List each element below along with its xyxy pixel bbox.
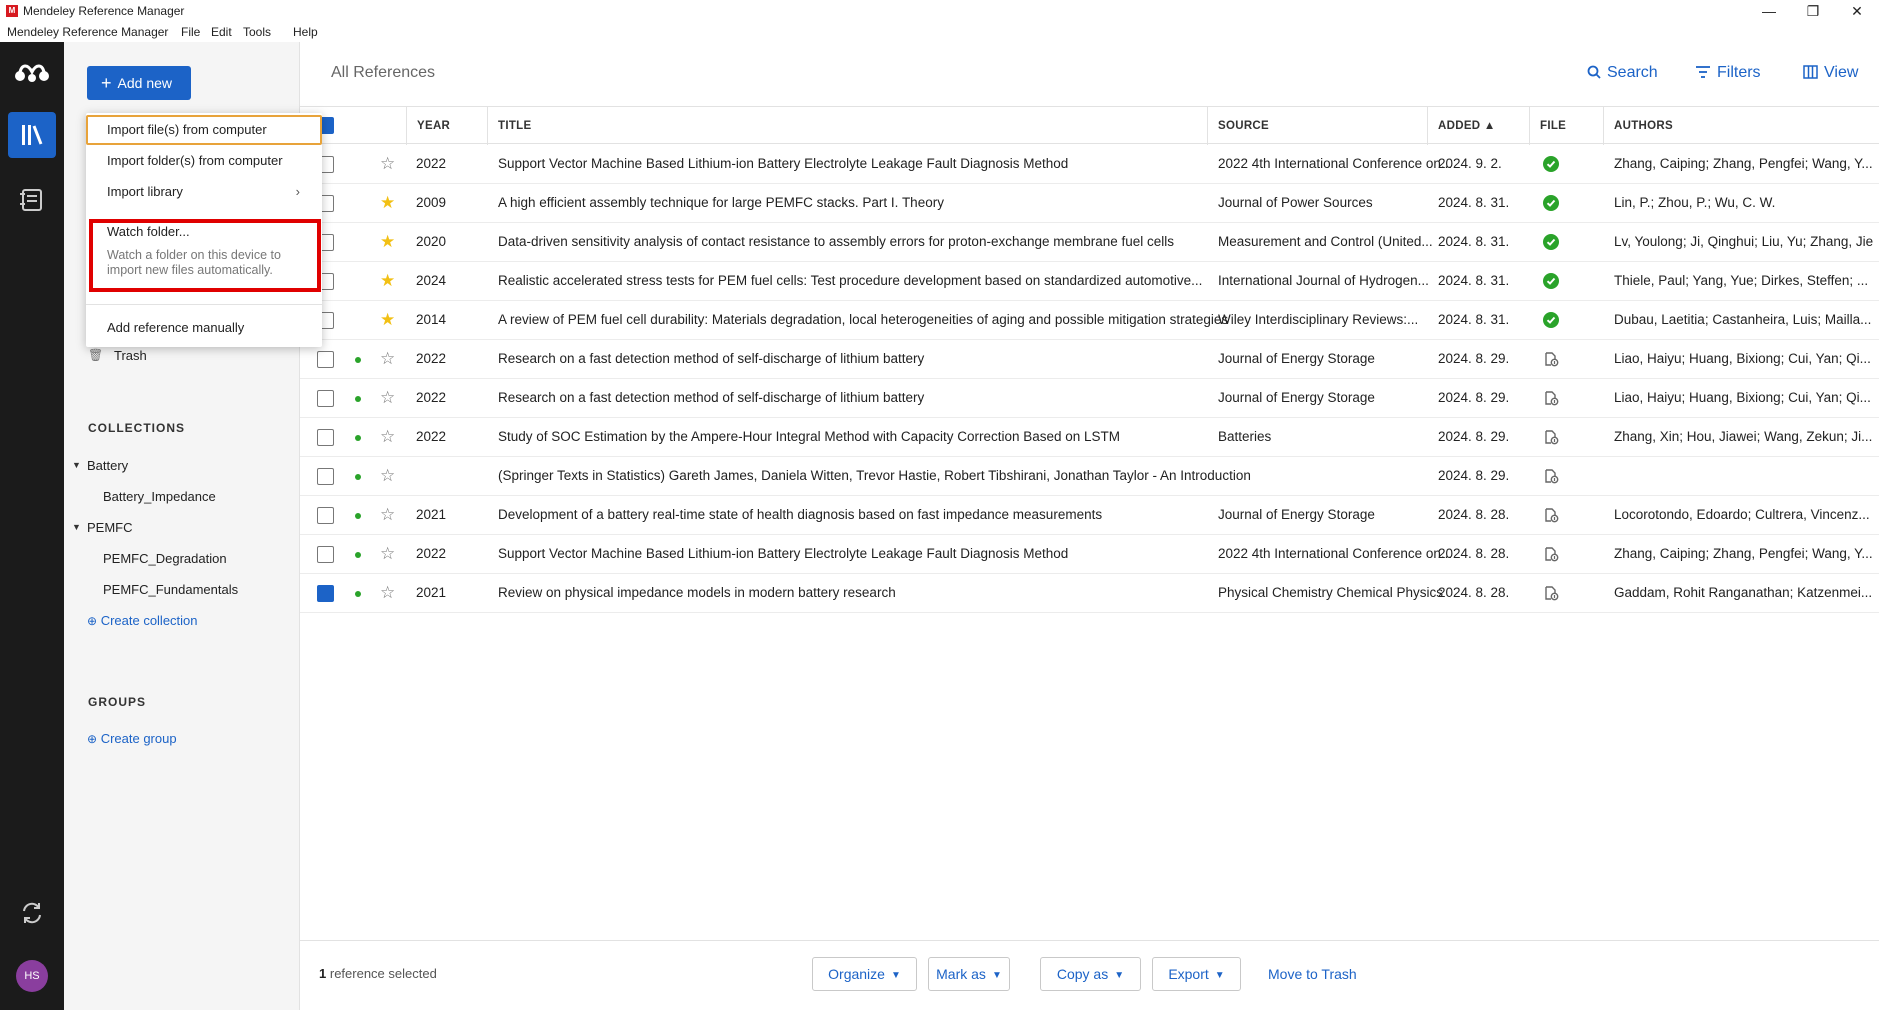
menu-item-import-library[interactable] bbox=[86, 177, 322, 207]
row-checkbox[interactable] bbox=[317, 390, 334, 407]
cell-added: 2024. 8. 29. bbox=[1438, 351, 1510, 366]
star-icon[interactable]: ★ bbox=[380, 271, 396, 290]
star-icon[interactable]: ☆ bbox=[380, 544, 396, 563]
file-attached-icon[interactable] bbox=[1543, 195, 1559, 211]
file-download-icon[interactable] bbox=[1543, 429, 1559, 445]
unread-dot-icon bbox=[355, 357, 361, 363]
cell-year: 2014 bbox=[416, 312, 447, 327]
menu-item-watch-folder[interactable]: Watch folder... bbox=[107, 224, 190, 239]
collection-pemfc-fundamentals[interactable]: PEMFC_Fundamentals bbox=[103, 582, 239, 597]
unread-dot-icon bbox=[355, 474, 361, 480]
row-checkbox[interactable] bbox=[317, 468, 334, 485]
view-button[interactable] bbox=[1803, 64, 1858, 82]
cell-authors: Lv, Youlong; Ji, Qinghui; Liu, Yu; Zhang, Jie bbox=[1614, 234, 1874, 249]
left-rail bbox=[0, 42, 64, 1010]
row-checkbox[interactable] bbox=[317, 429, 334, 446]
table-row[interactable] bbox=[300, 184, 1879, 223]
notebook-icon[interactable] bbox=[16, 184, 48, 216]
file-download-icon[interactable] bbox=[1543, 390, 1559, 406]
create-collection-link[interactable] bbox=[87, 613, 198, 628]
menu-help[interactable]: Help bbox=[293, 25, 318, 39]
mark-as-label: Mark as bbox=[936, 966, 986, 982]
cell-added: 2024. 8. 28. bbox=[1438, 546, 1510, 561]
cell-year: 2022 bbox=[416, 429, 447, 444]
cell-source: Physical Chemistry Chemical Physics bbox=[1218, 585, 1444, 600]
cell-added: 2024. 8. 29. bbox=[1438, 429, 1510, 444]
table-row[interactable] bbox=[300, 301, 1879, 340]
menu-item-import-folders[interactable]: Import folder(s) from computer bbox=[107, 153, 283, 168]
file-download-icon[interactable] bbox=[1543, 507, 1559, 523]
collection-pemfc[interactable]: PEMFC bbox=[87, 520, 133, 535]
cell-added: 2024. 8. 29. bbox=[1438, 468, 1510, 483]
file-download-icon[interactable] bbox=[1543, 546, 1559, 562]
star-icon[interactable]: ☆ bbox=[380, 505, 396, 524]
star-icon[interactable]: ☆ bbox=[380, 349, 396, 368]
row-checkbox[interactable] bbox=[317, 507, 334, 524]
cell-source: Wiley Interdisciplinary Reviews:... bbox=[1218, 312, 1419, 327]
cell-authors: Locorotondo, Edoardo; Cultrera, Vincenz... bbox=[1614, 507, 1870, 522]
file-download-icon[interactable] bbox=[1543, 351, 1559, 367]
star-icon[interactable]: ☆ bbox=[380, 388, 396, 407]
cell-title: Study of SOC Estimation by the Ampere-Hour Integral Method with Capacity Correction Based on LSTM bbox=[498, 429, 1121, 444]
chevron-down-icon: ▼ bbox=[890, 970, 901, 981]
unread-dot-icon bbox=[355, 435, 361, 441]
cell-authors: Dubau, Laetitia; Castanheira, Luis; Mailla... bbox=[1614, 312, 1872, 327]
selection-count-label: reference selected bbox=[329, 966, 437, 981]
cell-authors: Liao, Haiyu; Huang, Bixiong; Cui, Yan; Qi... bbox=[1614, 390, 1871, 405]
table-row[interactable] bbox=[300, 145, 1879, 184]
cell-title: Realistic accelerated stress tests for PEM fuel cells: Test procedure development based on standardized automotive... bbox=[498, 273, 1203, 288]
chevron-down-icon: ▼ bbox=[991, 970, 1002, 981]
table-header bbox=[300, 106, 1879, 144]
collections-heading: COLLECTIONS bbox=[88, 421, 185, 435]
cell-title: Support Vector Machine Based Lithium-ion Battery Electrolyte Leakage Fault Diagnosis Method bbox=[498, 546, 1069, 561]
caret-down-icon[interactable]: ▼ bbox=[72, 522, 81, 532]
menu-divider bbox=[86, 304, 322, 305]
cell-added: 2024. 8. 28. bbox=[1438, 585, 1510, 600]
unread-dot-icon bbox=[355, 552, 361, 558]
cell-added: 2024. 9. 2. bbox=[1438, 156, 1502, 171]
restore-button[interactable]: ❐ bbox=[1806, 3, 1820, 19]
cell-authors bbox=[1614, 457, 1879, 495]
cell-authors: Zhang, Xin; Hou, Jiawei; Wang, Zekun; Ji... bbox=[1614, 429, 1873, 444]
cell-added: 2024. 8. 31. bbox=[1438, 273, 1510, 288]
star-icon[interactable]: ★ bbox=[380, 310, 396, 329]
col-title[interactable]: TITLE bbox=[487, 107, 531, 145]
cell-authors: Zhang, Caiping; Zhang, Pengfei; Wang, Y... bbox=[1614, 546, 1873, 561]
table-row[interactable] bbox=[300, 379, 1879, 418]
import-library-label: Import library bbox=[107, 184, 183, 199]
app-logo-icon: M bbox=[6, 5, 18, 17]
cell-authors: Gaddam, Rohit Ranganathan; Katzenmei... bbox=[1614, 585, 1873, 600]
filter-icon bbox=[1695, 65, 1711, 79]
cell-title: Review on physical impedance models in modern battery research bbox=[498, 585, 896, 600]
move-to-trash-button[interactable]: Move to Trash bbox=[1268, 966, 1357, 982]
main-panel bbox=[300, 42, 1879, 1010]
organize-label: Organize bbox=[828, 966, 885, 982]
mendeley-logo-icon[interactable] bbox=[12, 58, 52, 86]
sync-icon[interactable] bbox=[16, 897, 48, 929]
star-icon[interactable]: ☆ bbox=[380, 466, 396, 485]
cell-year bbox=[416, 457, 476, 495]
unread-dot-icon bbox=[355, 396, 361, 402]
organize-button[interactable] bbox=[812, 957, 917, 991]
cell-source: Journal of Energy Storage bbox=[1218, 351, 1375, 366]
cell-source: Measurement and Control (United... bbox=[1218, 234, 1433, 249]
cell-added: 2024. 8. 31. bbox=[1438, 312, 1510, 327]
add-new-label: Add new bbox=[117, 75, 172, 91]
export-button[interactable] bbox=[1152, 957, 1241, 991]
file-attached-icon[interactable] bbox=[1543, 156, 1559, 172]
cell-authors: Liao, Haiyu; Huang, Bixiong; Cui, Yan; Qi... bbox=[1614, 351, 1871, 366]
col-added[interactable]: ADDED ▲ bbox=[1427, 107, 1496, 145]
star-icon[interactable]: ☆ bbox=[380, 583, 396, 602]
page-title: All References bbox=[331, 64, 436, 81]
sidebar-item-trash[interactable]: Trash bbox=[114, 348, 147, 363]
cell-authors: Lin, P.; Zhou, P.; Wu, C. W. bbox=[1614, 195, 1776, 210]
trash-icon: 🗑 bbox=[88, 348, 104, 362]
table-row[interactable] bbox=[300, 535, 1879, 574]
cell-title: A high efficient assembly technique for large PEMFC stacks. Part I. Theory bbox=[498, 195, 944, 210]
table-row[interactable] bbox=[300, 262, 1879, 301]
plus-icon: + bbox=[101, 73, 112, 93]
avatar[interactable]: HS bbox=[16, 960, 48, 992]
cell-year: 2022 bbox=[416, 351, 447, 366]
copy-as-label: Copy as bbox=[1056, 966, 1109, 982]
file-attached-icon[interactable] bbox=[1543, 312, 1559, 328]
cell-added: 2024. 8. 31. bbox=[1438, 195, 1510, 210]
unread-dot-icon bbox=[355, 591, 361, 597]
cell-year: 2009 bbox=[416, 195, 447, 210]
search-label: Search bbox=[1607, 64, 1658, 81]
cell-year: 2021 bbox=[416, 585, 447, 600]
cell-year: 2022 bbox=[416, 390, 447, 405]
cell-title: Support Vector Machine Based Lithium-ion Battery Electrolyte Leakage Fault Diagnosis Method bbox=[498, 156, 1069, 171]
row-checkbox[interactable] bbox=[317, 585, 334, 602]
table-row[interactable] bbox=[300, 457, 1879, 496]
copy-as-button[interactable] bbox=[1040, 957, 1141, 991]
cell-title: Research on a fast detection method of self-discharge of lithium battery bbox=[498, 390, 925, 405]
view-label: View bbox=[1824, 64, 1859, 81]
file-download-icon[interactable] bbox=[1543, 468, 1559, 484]
star-icon[interactable]: ★ bbox=[380, 193, 396, 212]
search-button[interactable] bbox=[1587, 64, 1658, 82]
row-checkbox[interactable] bbox=[317, 546, 334, 563]
chevron-down-icon: ▼ bbox=[1114, 970, 1125, 981]
cell-source bbox=[1218, 457, 1423, 495]
file-attached-icon[interactable] bbox=[1543, 273, 1559, 289]
filters-button[interactable] bbox=[1695, 64, 1761, 82]
menu-file[interactable]: File bbox=[181, 25, 201, 39]
cell-source: 2022 4th International Conference on... bbox=[1218, 156, 1453, 171]
menu-edit[interactable]: Edit bbox=[211, 25, 232, 39]
selection-footer bbox=[300, 940, 1879, 1010]
cell-source: Journal of Energy Storage bbox=[1218, 390, 1375, 405]
menu-bar bbox=[0, 22, 1885, 42]
table-row[interactable] bbox=[300, 496, 1879, 535]
menu-tools[interactable]: Tools bbox=[243, 25, 272, 39]
chevron-down-icon: ▼ bbox=[1214, 970, 1225, 981]
create-group-label: Create group bbox=[100, 731, 177, 746]
table-row[interactable] bbox=[300, 574, 1879, 613]
menu-item-import-files[interactable]: Import file(s) from computer bbox=[86, 115, 322, 145]
cell-year: 2024 bbox=[416, 273, 447, 288]
cell-year: 2021 bbox=[416, 507, 447, 522]
cell-source: International Journal of Hydrogen... bbox=[1218, 273, 1429, 288]
file-attached-icon[interactable] bbox=[1543, 234, 1559, 250]
table-row[interactable] bbox=[300, 418, 1879, 457]
cell-source: Journal of Energy Storage bbox=[1218, 507, 1375, 522]
cell-title: (Springer Texts in Statistics) Gareth James, Daniela Witten, Trevor Hastie, Robert Tibshirani, Jonathan Taylor - An Introduction bbox=[498, 468, 1251, 483]
cell-authors: Zhang, Caiping; Zhang, Pengfei; Wang, Y... bbox=[1614, 156, 1873, 171]
plus-circle-icon: ⊕ bbox=[87, 732, 98, 746]
cell-title: Research on a fast detection method of self-discharge of lithium battery bbox=[498, 351, 925, 366]
plus-circle-icon: ⊕ bbox=[87, 614, 98, 628]
minimize-button[interactable]: — bbox=[1762, 3, 1776, 19]
col-file[interactable]: FILE bbox=[1529, 107, 1566, 145]
create-collection-label: Create collection bbox=[100, 613, 198, 628]
collection-battery-impedance[interactable]: Battery_Impedance bbox=[103, 489, 216, 504]
table-row[interactable] bbox=[300, 223, 1879, 262]
cell-year: 2022 bbox=[416, 156, 447, 171]
cell-added: 2024. 8. 28. bbox=[1438, 507, 1510, 522]
add-new-menu bbox=[86, 113, 322, 347]
mark-as-button[interactable] bbox=[928, 957, 1010, 991]
library-icon[interactable] bbox=[8, 112, 56, 158]
add-new-button[interactable] bbox=[87, 66, 191, 100]
cell-title: Development of a battery real-time state of health diagnosis based on fast impedance measurements bbox=[498, 507, 1103, 522]
close-button[interactable]: ✕ bbox=[1851, 3, 1863, 19]
export-label: Export bbox=[1168, 966, 1209, 982]
cell-added: 2024. 8. 29. bbox=[1438, 390, 1510, 405]
cell-added: 2024. 8. 31. bbox=[1438, 234, 1510, 249]
selection-count-value: 1 bbox=[319, 966, 327, 981]
menu-item-add-manually[interactable]: Add reference manually bbox=[107, 320, 245, 335]
cell-title: A review of PEM fuel cell durability: Materials degradation, local heterogeneities of aging and possible mitigation strategies bbox=[498, 312, 1229, 327]
cell-year: 2020 bbox=[416, 234, 447, 249]
columns-icon bbox=[1803, 65, 1818, 79]
col-source[interactable]: SOURCE bbox=[1207, 107, 1269, 145]
cell-year: 2022 bbox=[416, 546, 447, 561]
cell-title: Data-driven sensitivity analysis of contact resistance to assembly errors for proton-exchange membrane fuel cells bbox=[498, 234, 1175, 249]
search-icon bbox=[1587, 65, 1601, 79]
filters-label: Filters bbox=[1717, 64, 1761, 81]
star-icon[interactable]: ☆ bbox=[380, 154, 396, 173]
row-checkbox[interactable] bbox=[317, 351, 334, 368]
highlight-box bbox=[89, 219, 321, 292]
star-icon[interactable]: ★ bbox=[380, 232, 396, 251]
cell-source: 2022 4th International Conference on... bbox=[1218, 546, 1453, 561]
window-title: Mendeley Reference Manager bbox=[23, 4, 185, 18]
file-download-icon[interactable] bbox=[1543, 585, 1559, 601]
title-bar bbox=[0, 0, 1885, 22]
caret-down-icon[interactable]: ▼ bbox=[72, 460, 81, 470]
cell-source: Batteries bbox=[1218, 429, 1272, 444]
col-year[interactable]: YEAR bbox=[406, 107, 450, 145]
groups-heading: GROUPS bbox=[88, 695, 147, 709]
chevron-right-icon: › bbox=[295, 184, 300, 199]
col-authors[interactable]: AUTHORS bbox=[1603, 107, 1879, 145]
collection-pemfc-degradation[interactable]: PEMFC_Degradation bbox=[103, 551, 227, 566]
star-icon[interactable]: ☆ bbox=[380, 427, 396, 446]
collection-battery[interactable]: Battery bbox=[87, 458, 129, 473]
selection-count bbox=[319, 966, 437, 981]
table-row[interactable] bbox=[300, 340, 1879, 379]
menu-app[interactable]: Mendeley Reference Manager bbox=[7, 25, 169, 39]
cell-authors: Thiele, Paul; Yang, Yue; Dirkes, Steffen; ... bbox=[1614, 273, 1869, 288]
create-group-link[interactable] bbox=[87, 731, 177, 746]
unread-dot-icon bbox=[355, 513, 361, 519]
cell-source: Journal of Power Sources bbox=[1218, 195, 1373, 210]
watch-folder-description: Watch a folder on this device to import new files automatically. bbox=[107, 248, 281, 277]
